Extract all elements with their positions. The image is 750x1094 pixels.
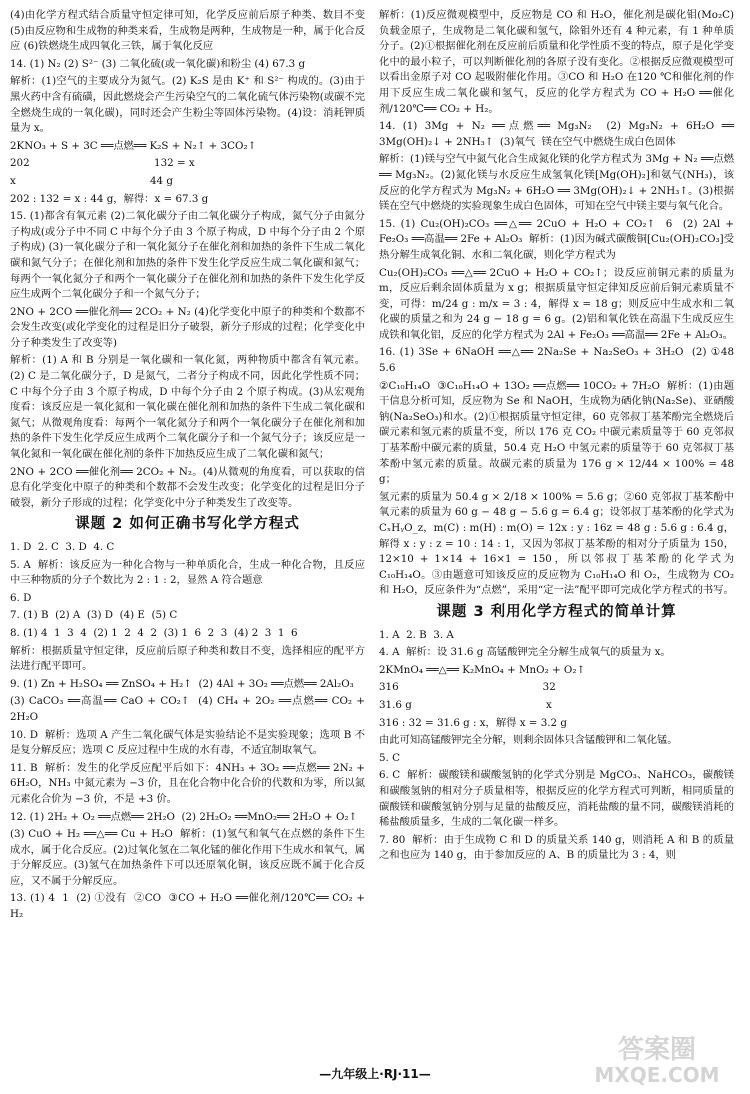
- section-title: 课题 3 利用化学方程式的简单计算: [436, 603, 677, 620]
- watermark-logo: [575, 1028, 740, 1088]
- answer-paragraph: 6. C 解析：碳酸镁和碳酸氢钠的化学式分别是 MgCO₃、NaHCO₃，碳酸镁和碳酸氢钠的相对分子质量相等，根据反应的化学方程式可判断，相同质量的碳酸镁和碳酸氢钠分别与足量的盐酸反应，消耗盐酸的量不同，碳酸镁消耗的稀盐酸质量多，生成的二氧化碳一样多。: [379, 769, 734, 829]
- answer-paragraph: (3) CaCO₃ ══高温══ CaO + CO₂↑ (4) CH₄ + 2O₂ ══点燃══ CO₂ + 2H₂O: [10, 695, 369, 723]
- answer-paragraph: 5. C: [379, 751, 400, 764]
- answer-paragraph: 解析：(1) A 和 B 分别是一氧化碳和一氧化氮，两种物质中都含有氧元素。(2) C 是二氧化碳分子，D 是氮气，二者分子构成不同，因此化学性质不同；C 中每个分子由 3 个原子构成，D 中每个分子由 2 个原子构成。(3)从宏观角度看：该反应是一氧化氮和一氧化碳在催化剂和加热的条件下生成二氧化碳和氮气；从微观角度看：每两个一氧化氮分子和两个一氧化碳分子在催化剂和加热的条件下发生化学反应生成两个二氧化碳分子和一个氮气分子；该反应是一氧化氮和一氧化碳在催化剂的条件下加热反应生成了二氧化碳和氮气；: [10, 354, 365, 461]
- answer-paragraph: 2KNO₃ + S + 3C ══点燃══ K₂S + N₂↑ + 3CO₂↑: [10, 139, 257, 152]
- answer-paragraph: (4)由化学方程式结合质量守恒定律可知，化学反应前后原子种类、数目不变 (5)由反应物和生成物的种类来看，生成物是两种，生成物是一种，属于化合反应 (6)铁燃烧生成四氧化三铁，属于氧化反应: [10, 9, 369, 53]
- answer-paragraph: 解析：(1)镁与空气中氮气化合生成氮化镁的化学方程式为 3Mg + N₂ ══点燃══ Mg₃N₂。(2)氮化镁与水反应生成氢氧化镁[Mg(OH)₂]和氨气(NH₃)，该反应的化学方程式为 Mg₃N₂ + 6H₂O ══ 3Mg(OH)₂↓ + 2NH₃↑。(3)根据镁在空气中燃烧的实验现象生成白色固体，可知在空气中镁主要与氧气化合。: [379, 153, 734, 213]
- answer-paragraph: 1. D 2. C 3. D 4. C: [10, 541, 115, 553]
- answer-paragraph: 8. (1) 4 1 3 4 (2) 1 2 4 2 (3) 1 6 2 3 (4) 2 3 1 6: [10, 626, 298, 639]
- answer-paragraph: 11. B 解析：发生的化学反应配平后如下：4NH₃ + 3O₂ ══点燃══ 2N₂ + 6H₂O，NH₃ 中氮元素为 −3 价，且在化合物中化合价的代数和为零，所以氮元素化合价为 −3 价，不是 +3 价。: [10, 761, 369, 805]
- answer-paragraph: 10. D 解析：选项 A 产生二氧化碳气体是实验结论不是实验现象；选项 B 不是复分解反应；选项 C 反应过程中生成的水有毒，不适宜制取氧气。: [10, 728, 365, 757]
- answer-paragraph: Cu₂(OH)₂CO₃ ══△══ 2CuO + H₂O + CO₂↑；设反应前铜元素的质量为 m，反应后剩余固体质量为 x g；根据质量守恒定律知反应前后铜元素质量不变，可得：m/24 g : m/x = 3 : 4，解得 x = 18 g；则反应中生成水和二氧化碳的质量之和为 24 g − 18 g = 6 g。(2)铝和氧化铁在高温下生成反应生成铁和氧化铝，反应的化学方程式为 2Al + Fe₂O₃ ══高温══ 2Fe + Al₂O₃。: [379, 266, 738, 341]
- answer-paragraph: 1. A 2. B 3. A: [379, 628, 454, 641]
- two-column-body: [10, 8, 740, 1048]
- answer-paragraph: x 44 g: [10, 174, 173, 187]
- answer-paragraph: 9. (1) Zn + H₂SO₄ ══ ZnSO₄ + H₂↑ (2) 4Al + 3O₂ ══点燃══ 2Al₂O₃: [10, 677, 354, 690]
- answer-paragraph: 6. D: [10, 591, 32, 604]
- answer-paragraph: 202 132 = x: [10, 157, 195, 170]
- answer-paragraph: 14. (1) N₂ (2) S²⁻ (3) 二氧化硫(或一氧化碳)和粉尘 (4) 67.3 g: [10, 57, 306, 70]
- answer-paragraph: 2NO + 2CO ══催化剂══ 2CO₂ + N₂ (4)化学变化中原子的种类和个数都不会发生改变(或化学变化的过程是旧分子破裂，新分子形成的过程；化学变化中分子种类发生了改变等): [10, 305, 365, 349]
- answer-paragraph: 13. (1) 4 1 (2) ①没有 ②CO ③CO + H₂O ══催化剂/120℃══ CO₂ + H₂: [10, 892, 369, 921]
- answer-paragraph: 4. A 解析：设 31.6 g 高锰酸钾完全分解生成氧气的质量为 x。: [379, 646, 671, 659]
- watermark-line2: MXQE.COM: [594, 1063, 720, 1087]
- answer-paragraph: 解析：根据质量守恒定律，反应前后原子种类和数目不变，选择相应的配平方法进行配平即可。: [10, 644, 365, 673]
- answer-paragraph: 2NO + 2CO ══催化剂══ 2CO₂ + N₂。(4)从微观的角度看，可以获取的信息有化学变化中原子的种类和个数都不会发生改变；化学变化的过程是旧分子破裂，新分子形成的过程；化学变化中分子种类发生了改变等。: [10, 465, 365, 509]
- answer-paragraph: 解析：(1)空气的主要成分为氮气。(2) K₂S 是由 K⁺ 和 S²⁻ 构成的。(3)由于黑火药中含有硫磺，因此燃烧会产生污染空气的二氧化硫气体污染物(或碳不完全燃烧生成的一氧化碳)，同时还会产生粉尘等固体污染物。(4)设：消耗钾质量为 x。: [10, 75, 365, 135]
- answer-paragraph: 15. (1)都含有氧元素 (2)二氧化碳分子由二氧化碳分子构成，氮气分子由氮分子构成(或分子中不同 C 中每个分子由 3 个原子构成，D 中每个分子由 2 个原子构成) (3)一氧化碳分子和一氧化氮分子在催化剂和加热的条件下生成二氧化碳和氮气分子；在催化剂和加热的条件下发生化学反应生成二氧化碳和氮气；每两个一氧化氮分子和两个一氧化碳分子在催化剂和加热的条件下发生化学反应生成两个二氧化碳分子和一个氮气分子；: [10, 210, 365, 301]
- answer-paragraph: 202 : 132 = x : 44 g，解得：x = 67.3 g: [10, 192, 209, 205]
- answer-paragraph: ②C₁₀H₁₄O ③C₁₀H₁₄O + 13O₂ ══点燃══ 10CO₂ + 7H₂O 解析：(1)由题干信息分析可知，反应物为 Se 和 NaOH，生成物为硒化钠(Na₂Se)、亚硒酸钠(Na₂SeO₃)和水。(2)①根据质量守恒定律，60 克邻叔丁基苯酚完全燃烧后碳元素和氢元素的质量不变，所以 176 克 CO₂ 中碳元素质量等于 60 克邻叔丁基苯酚中碳元素的质量，50.4 克 H₂O 中氢元素的质量等于 60 克邻叔丁基苯酚中氢元素的质量。故碳元素的质量为 176 g × 12/44 × 100% = 48 g；: [379, 379, 738, 486]
- answer-paragraph: 14. (1) 3Mg + N₂ ══点燃══ Mg₃N₂ (2) Mg₃N₂ + 6H₂O ══ 3Mg(OH)₂↓ + 2NH₃↑ (3)氧气 镁在空气中燃烧生成白色固体: [379, 120, 738, 148]
- right-column: [379, 8, 741, 1048]
- answer-paragraph: 2KMnO₄ ══△══ K₂MnO₄ + MnO₂ + O₂↑: [379, 663, 586, 676]
- answer-paragraph: 316 32: [379, 681, 556, 694]
- page-footer: —九年级上·RJ·11—: [319, 1067, 431, 1081]
- answer-paragraph: 5. A 解析：该反应为一种化合物与一种单质化合，生成一种化合物，且反应中三种物质的分子个数比为 2 : 1 : 2，显然 A 符合题意: [10, 558, 365, 587]
- answer-paragraph: 7. 80 解析：由于生成物 C 和 D 的质量关系 140 g，则消耗 A 和 B 的质量之和也应为 140 g，由于参加反应的 A、B 的质量比为 3 : 4，则: [379, 833, 734, 862]
- answer-paragraph: 7. (1) B (2) A (3) D (4) E (5) C: [10, 609, 178, 622]
- answer-paragraph: 15. (1) Cu₂(OH)₂CO₃ ══△══ 2CuO + H₂O + CO₂↑ 6 (2) 2Al + Fe₂O₃ ══高温══ 2Fe + Al₂O₃ 解析：(1)因为碱式碳酸铜[Cu₂(OH)₂CO₃]受热分解生成氧化铜、水和二氧化碳，则化学方程式为: [379, 217, 738, 261]
- answer-paragraph: 12. (1) 2H₂ + O₂ ══点燃══ 2H₂O (2) 2H₂O₂ ══MnO₂══ 2H₂O + O₂↑: [10, 810, 358, 823]
- answer-paragraph: (3) CuO + H₂ ══△══ Cu + H₂O 解析：(1)氢气和氧气在点燃的条件下生成水，属于化合反应。(2)过氧化氢在二氧化锰的催化作用下生成水和氧气，属于分解反应。(3)氢气在加热条件下可以还原氧化铜，该反应既不属于化合反应，又不属于分解反应。: [10, 828, 365, 887]
- answer-paragraph: 31.6 g x: [379, 698, 552, 711]
- answer-paragraph: 氢元素的质量为 50.4 g × 2/18 × 100% = 5.6 g；②60 克邻叔丁基苯酚中氧元素的质量为 60 g − 48 g − 5.6 g = 6.4 g；设邻叔丁基苯酚的化学式为 CₓHᵧO_z，m(C) : m(H) : m(O) = 12x : y : 16z = 48 g : 5.6 g : 6.4 g，解得 x : y : z = 10 : 14 : 1，又因为邻叔丁基苯酚的相对分子质量为 150，12×10 + 1×14 + 16×1 = 150，所以邻叔丁基苯酚的化学式为 C₁₀H₁₄O。③由题意可知该反应的反应物为 C₁₀H₁₄O 和 O₂，生成物为 CO₂ 和 H₂O，反应条件为“点燃”，采用“定一法”配平即可完成化学方程式的书写。: [379, 490, 738, 597]
- answer-paragraph: 解析：(1)反应微观模型中，反应物是 CO 和 H₂O，催化剂是碳化钼(Mo₂C)负载金原子，生成物是二氧化碳和氢气，除钼外还有 4 种元素，有 1 种单质分子。(2)①根据催化剂在反应前后质量和化学性质不变的特点，原子是化学变化中的最小粒子，可以判断催化剂的各原子没有变化。②根据反应微观模型可以看出金原子对 CO 起吸附催化作用。③CO 和 H₂O 在120 ℃和催化剂的作用下反应生成二氧化碳和氢气，反应的化学方程式为 CO + H₂O ══催化剂/120℃══ CO₂ + H₂。: [379, 9, 734, 115]
- answer-paragraph: 16. (1) 3Se + 6NaOH ══△══ 2Na₂Se + Na₂SeO₃ + 3H₂O (2) ①48 5.6: [379, 346, 741, 375]
- watermark-line1: 答案圈: [617, 1035, 697, 1065]
- left-column: [10, 8, 369, 1048]
- section-title: 课题 2 如何正确书写化学方程式: [75, 516, 300, 533]
- answer-paragraph: 316 : 32 = 31.6 g : x，解得 x = 3.2 g: [379, 716, 567, 729]
- answer-paragraph: 由此可知高锰酸钾完全分解，则剩余固体只含锰酸钾和二氧化锰。: [379, 734, 678, 747]
